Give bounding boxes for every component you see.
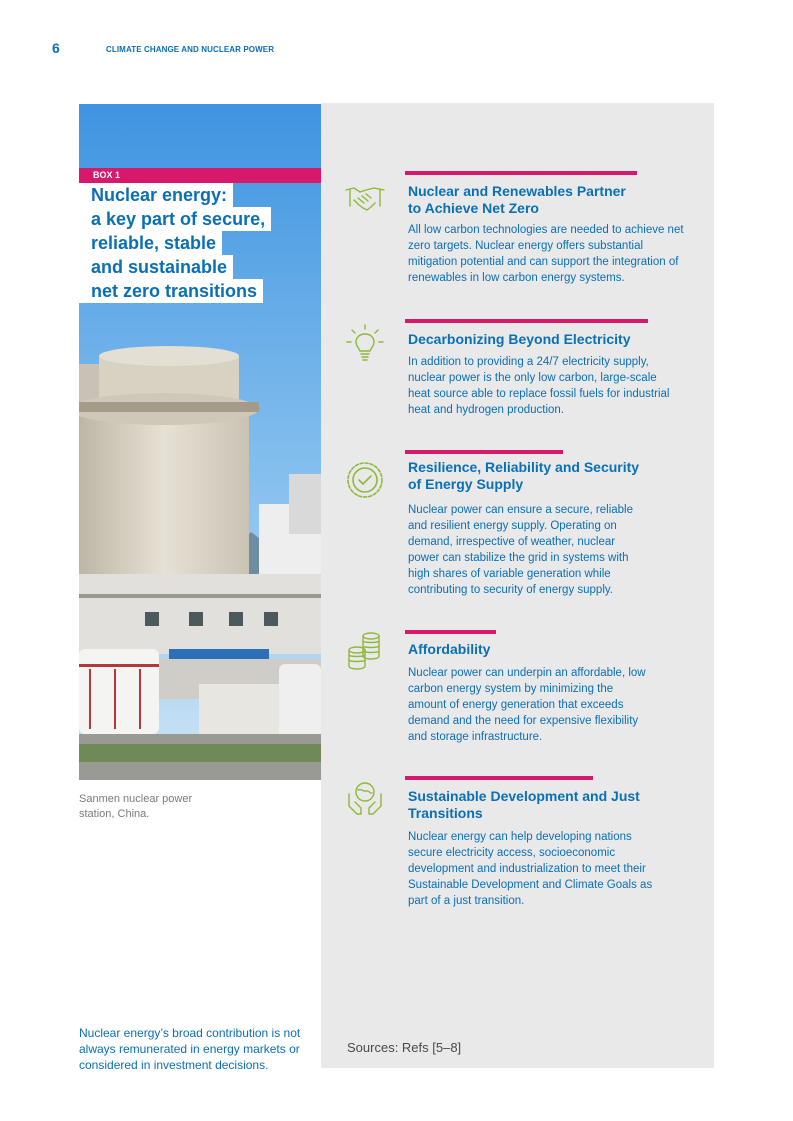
title-line: Nuclear energy: <box>79 183 233 207</box>
sources-note: Sources: Refs [5–8] <box>347 1040 462 1055</box>
item-body: All low carbon technologies are needed to achieve net zero targets. Nuclear energy offers substantial mitigation potential and can support the integration of renewables in low carbon energy systems. <box>408 224 684 284</box>
title-line: and sustainable <box>79 255 233 279</box>
item-body: Nuclear energy can help developing nations secure electricity access, socioeconomic development and industrialization to meet their Sustainable Development and Climate Goals as part of a just transition. <box>408 831 653 907</box>
accent-bar <box>405 450 563 454</box>
lightbulb-icon <box>343 322 387 366</box>
title-line: net zero transitions <box>79 279 263 303</box>
item-body: Nuclear power can underpin an affordable, low carbon energy system by minimizing the amount of energy generation that exceeds demand and the need for expensive flexibility and storage infrastructure. <box>408 667 646 743</box>
page-number: 6 <box>52 40 60 56</box>
item-title: Sustainable Development and Just Transitions <box>408 788 640 821</box>
item-title: Resilience, Reliability and Security of Energy Supply <box>408 459 640 492</box>
item-decarbonizing <box>405 319 648 356</box>
title-line: reliable, stable <box>79 231 222 255</box>
item-body: In addition to providing a 24/7 electricity supply, nuclear power is the only low carbon, large-scale heat source able to replace fossil fuels for industrial heat and hydrogen production. <box>408 356 670 416</box>
accent-bar <box>405 319 648 323</box>
checkmark-badge-icon <box>343 458 387 502</box>
box-label: BOX 1 <box>79 168 321 183</box>
accent-bar <box>405 630 496 634</box>
accent-bar <box>405 776 593 780</box>
box-title <box>79 183 271 303</box>
handshake-icon <box>343 176 387 220</box>
item-title: Affordability <box>408 641 491 657</box>
photo-caption: Sanmen nuclear power station, China. <box>79 793 193 820</box>
side-note: Nuclear energy’s broad contribution is not always remunerated in energy markets or considered in investment decisions. <box>79 1026 301 1072</box>
item-title: Nuclear and Renewables Partner to Achieve Net Zero <box>408 183 626 216</box>
title-line: a key part of secure, <box>79 207 271 231</box>
coins-icon <box>343 628 387 672</box>
globe-hands-icon <box>343 776 387 820</box>
item-sustainable <box>405 776 593 788</box>
item-title: Decarbonizing Beyond Electricity <box>408 331 631 347</box>
accent-bar <box>405 171 637 175</box>
item-net-zero <box>405 171 637 225</box>
running-title: CLIMATE CHANGE AND NUCLEAR POWER <box>106 45 275 54</box>
item-body: Nuclear power can ensure a secure, reliable and resilient energy supply. Operating on demand, irrespective of weather, nuclear power can stabilize the grid in systems with high shares of variable generation while contributing to security of energy supply. <box>408 504 634 596</box>
